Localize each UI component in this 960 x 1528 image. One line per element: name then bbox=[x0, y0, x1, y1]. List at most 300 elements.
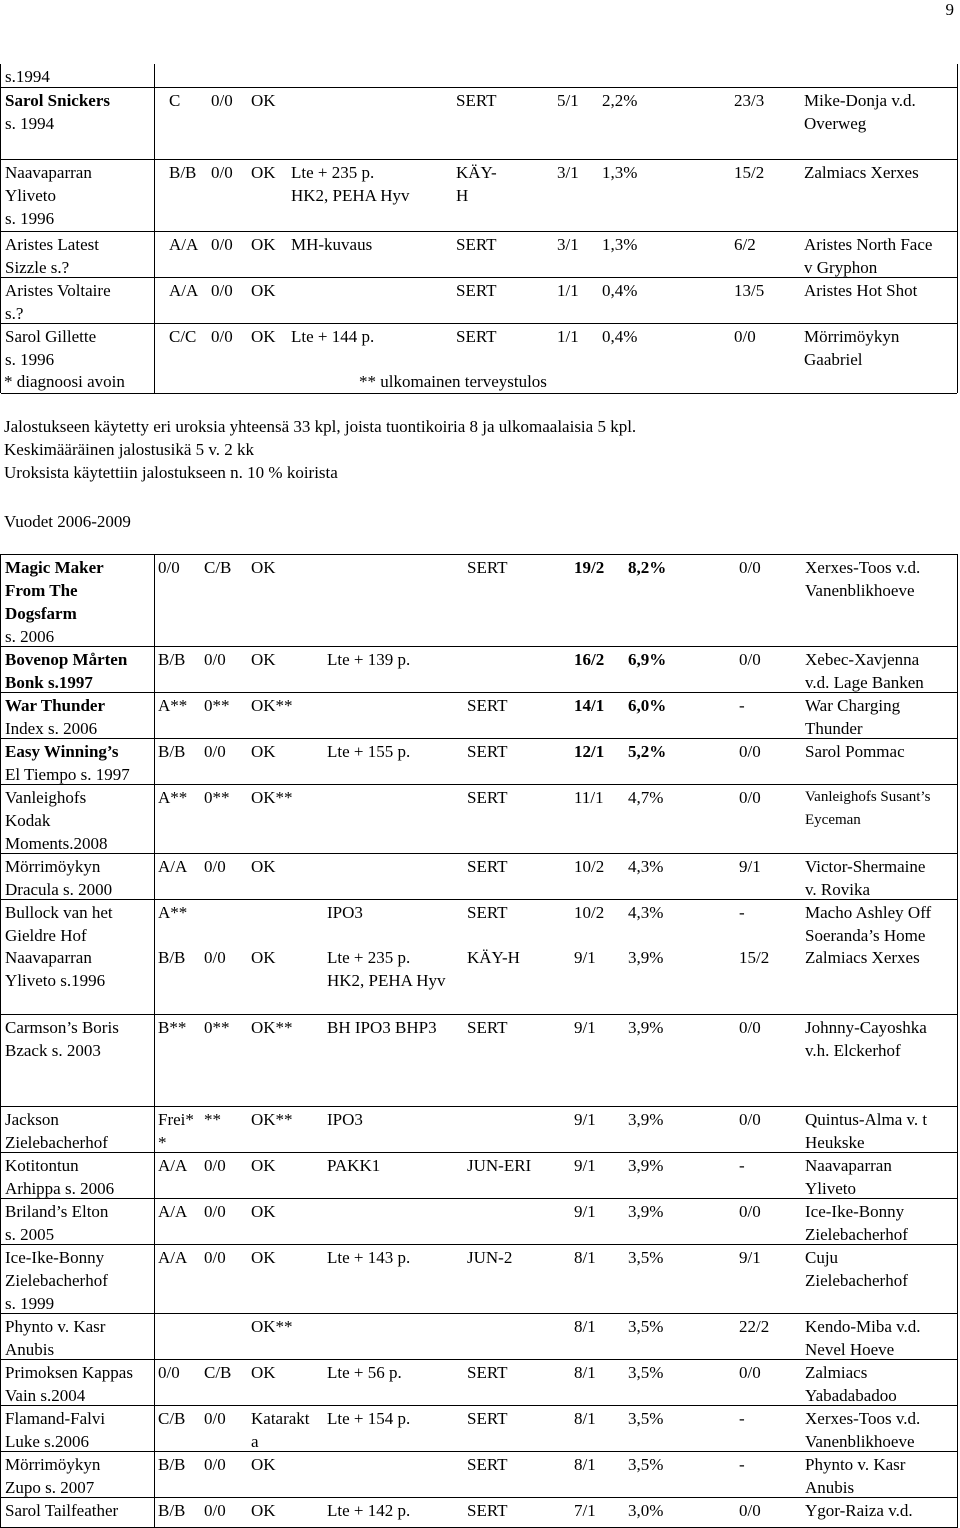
table-cell bbox=[456, 279, 497, 302]
dog-name bbox=[5, 855, 112, 901]
table-cell bbox=[456, 233, 497, 256]
table-cell bbox=[251, 1499, 276, 1522]
table-cell bbox=[467, 855, 508, 878]
table-cell bbox=[628, 1200, 663, 1223]
line: Zalmiacs bbox=[805, 1363, 868, 1382]
line: Cuju bbox=[805, 1248, 839, 1267]
table-cell bbox=[327, 1407, 410, 1430]
table-cell bbox=[467, 1016, 508, 1039]
table-cell bbox=[467, 786, 508, 809]
line: OK bbox=[251, 1455, 276, 1474]
table-cell bbox=[204, 1453, 226, 1476]
line: 9/1 bbox=[574, 948, 596, 967]
line: 9/1 bbox=[574, 1202, 596, 1221]
table-cell bbox=[467, 740, 508, 763]
line: Bovenop Mårten bbox=[5, 650, 128, 669]
table-cell bbox=[251, 325, 276, 348]
table-cell bbox=[739, 1407, 745, 1430]
dog-name-cell bbox=[1, 647, 155, 692]
table-row bbox=[1, 853, 957, 899]
table-cell bbox=[739, 901, 745, 924]
line: SERT bbox=[467, 903, 508, 922]
table-cell bbox=[739, 786, 761, 809]
line: Soeranda’s Home bbox=[805, 926, 926, 945]
table-cell bbox=[467, 1407, 508, 1430]
table-cell bbox=[251, 1016, 293, 1039]
summary-line: Uroksista käytettiin jalostukseen n. 10 % koirista bbox=[4, 463, 338, 482]
line: Zalmiacs Xerxes bbox=[805, 948, 920, 967]
line: A/A bbox=[158, 1248, 188, 1267]
table-cell bbox=[628, 1016, 663, 1039]
dog-name bbox=[5, 325, 96, 371]
line: 3/1 bbox=[557, 235, 579, 254]
table-row bbox=[1, 159, 957, 231]
table-cell bbox=[158, 786, 187, 809]
table-cell bbox=[169, 233, 198, 256]
table-cell bbox=[739, 556, 761, 579]
line: Kodak bbox=[5, 811, 51, 830]
line: Sarol Pommac bbox=[805, 742, 905, 761]
line: OK bbox=[251, 558, 276, 577]
dog-name-cell bbox=[1, 232, 155, 277]
line: Frei* bbox=[158, 1110, 194, 1129]
table-row bbox=[1, 1451, 957, 1497]
table-cell bbox=[467, 556, 508, 579]
table-cell bbox=[557, 161, 579, 184]
table-cell bbox=[158, 694, 187, 717]
line: 12/1 bbox=[574, 742, 605, 761]
line: B/B bbox=[158, 1455, 186, 1474]
table-cell bbox=[804, 233, 932, 279]
table-cell bbox=[739, 1315, 769, 1338]
table-row bbox=[1, 554, 957, 646]
dog-name-cell bbox=[1, 1406, 155, 1451]
line: SERT bbox=[467, 1409, 508, 1428]
line: ** bbox=[204, 1110, 221, 1129]
dog-name bbox=[5, 279, 111, 325]
line: SERT bbox=[467, 742, 508, 761]
table-cell bbox=[628, 740, 666, 763]
line: 10/2 bbox=[574, 857, 605, 876]
table-cell bbox=[251, 1315, 293, 1338]
dog-name bbox=[5, 786, 107, 855]
table-cell bbox=[251, 1246, 276, 1269]
line: 1,3% bbox=[602, 163, 638, 182]
line: 0/0 bbox=[739, 788, 761, 807]
line: 0/0 bbox=[739, 1202, 761, 1221]
line: Naavaparran bbox=[805, 1156, 892, 1175]
table-cell bbox=[557, 279, 579, 302]
table-cell bbox=[251, 161, 276, 184]
table-cell bbox=[158, 946, 185, 969]
line: Zielebacherhof bbox=[5, 1271, 108, 1290]
dog-name bbox=[5, 1499, 118, 1522]
table-cell bbox=[327, 1499, 410, 1522]
line: B** bbox=[158, 1018, 187, 1037]
line: OK** bbox=[251, 696, 293, 715]
table-cell bbox=[204, 946, 226, 969]
table-cell bbox=[158, 901, 187, 924]
line: 8/1 bbox=[574, 1248, 596, 1267]
table-cell bbox=[804, 161, 919, 184]
line: SERT bbox=[456, 91, 497, 110]
line: SERT bbox=[467, 1363, 508, 1382]
line: Lte + 235 p. bbox=[291, 163, 375, 182]
dog-name-cell bbox=[1, 1452, 155, 1497]
line: OK** bbox=[251, 1018, 293, 1037]
line: Yliveto bbox=[805, 1179, 856, 1198]
line: Flamand-Falvi bbox=[5, 1409, 106, 1428]
line: s. 2005 bbox=[5, 1225, 55, 1244]
table-cell bbox=[805, 1108, 927, 1154]
line: OK bbox=[251, 948, 276, 967]
dog-name bbox=[5, 1016, 119, 1062]
line: OK bbox=[251, 281, 276, 300]
line: SERT bbox=[467, 1018, 508, 1037]
line: Luke s.2006 bbox=[5, 1432, 90, 1451]
line: 3,9% bbox=[628, 1110, 664, 1129]
line: 3,5% bbox=[628, 1409, 664, 1428]
table-cell bbox=[805, 786, 930, 832]
line: 4,3% bbox=[628, 903, 664, 922]
table-cell bbox=[628, 1315, 663, 1338]
line: 22/2 bbox=[739, 1317, 770, 1336]
table-cell bbox=[739, 740, 761, 763]
line: - bbox=[739, 1156, 745, 1175]
line: 0** bbox=[204, 788, 230, 807]
line: 3,9% bbox=[628, 1018, 664, 1037]
table-cell bbox=[204, 1200, 226, 1223]
line: Vanleighofs Susant’s bbox=[805, 789, 931, 805]
table-cell bbox=[805, 1407, 920, 1453]
table-cell bbox=[204, 1361, 231, 1384]
line: 0/0 bbox=[204, 1455, 226, 1474]
dog-name-cell bbox=[1, 900, 155, 945]
line: Sarol Gillette bbox=[5, 327, 97, 346]
line: Naavaparran bbox=[5, 948, 92, 967]
line: OK bbox=[251, 1202, 276, 1221]
table-cell bbox=[574, 1315, 596, 1338]
table-cell bbox=[739, 1453, 745, 1476]
line: Zupo s. 2007 bbox=[5, 1478, 95, 1497]
table-cell bbox=[739, 1361, 761, 1384]
table-cell bbox=[574, 694, 604, 717]
dog-name-cell bbox=[1, 1360, 155, 1405]
table-cell bbox=[158, 855, 187, 878]
table-cell bbox=[602, 325, 637, 348]
table-cell bbox=[628, 946, 663, 969]
table-row bbox=[1, 1106, 957, 1152]
dog-name bbox=[5, 946, 105, 992]
dog-name-cell bbox=[1, 854, 155, 899]
line: A/A bbox=[158, 1202, 188, 1221]
line: Gaabriel bbox=[804, 350, 863, 369]
table-cell bbox=[204, 786, 230, 809]
line: OK bbox=[251, 91, 276, 110]
table-cell bbox=[169, 325, 196, 348]
line: Victor-Shermaine bbox=[805, 857, 926, 876]
line: 0/0 bbox=[204, 742, 226, 761]
line: JUN-2 bbox=[467, 1248, 513, 1267]
line: Sarol Tailfeather bbox=[5, 1501, 119, 1520]
line: SERT bbox=[456, 281, 497, 300]
table-row bbox=[1, 1152, 957, 1198]
table-cell bbox=[574, 901, 604, 924]
table-cell bbox=[574, 1361, 596, 1384]
table-cell bbox=[158, 648, 185, 671]
table-cell bbox=[211, 325, 233, 348]
line: C/B bbox=[204, 558, 232, 577]
line: Moments.2008 bbox=[5, 834, 108, 853]
line: Mörrimöykyn bbox=[5, 857, 101, 876]
line: Briland’s Elton bbox=[5, 1202, 109, 1221]
table-cell bbox=[467, 946, 520, 969]
table-cell bbox=[804, 325, 899, 371]
dog-name bbox=[5, 1315, 105, 1361]
table-cell bbox=[602, 233, 637, 256]
dog-name bbox=[5, 1200, 108, 1246]
table-cell bbox=[805, 946, 920, 969]
line: SERT bbox=[456, 327, 497, 346]
table-cell bbox=[251, 855, 276, 878]
line: v Gryphon bbox=[804, 258, 878, 277]
dog-name bbox=[5, 648, 127, 694]
table-cell bbox=[602, 161, 637, 184]
table-cell bbox=[251, 1407, 310, 1453]
line: * bbox=[158, 1133, 167, 1152]
table-cell bbox=[734, 233, 756, 256]
line: v.d. Lage Banken bbox=[805, 673, 924, 692]
table-cell bbox=[204, 648, 226, 671]
table-cell bbox=[251, 946, 276, 969]
line: 0/0 bbox=[158, 1363, 180, 1382]
table-cell bbox=[204, 1499, 226, 1522]
table-cell bbox=[251, 1453, 276, 1476]
table-cell bbox=[805, 648, 924, 694]
table-cell bbox=[251, 556, 276, 579]
line: HK2, PEHA Hyv bbox=[291, 186, 410, 205]
line: Lte + 142 p. bbox=[327, 1501, 411, 1520]
line: A/A bbox=[158, 1156, 188, 1175]
line: 9/1 bbox=[739, 857, 761, 876]
table-cell bbox=[158, 1246, 187, 1269]
line: 0,4% bbox=[602, 281, 638, 300]
line: Thunder bbox=[805, 719, 863, 738]
table-cell bbox=[251, 89, 276, 112]
line: Eyceman bbox=[805, 812, 861, 828]
table-cell bbox=[628, 786, 663, 809]
line: 10/2 bbox=[574, 903, 605, 922]
line: Overweg bbox=[804, 114, 867, 133]
line: Ice-Ike-Bonny bbox=[5, 1248, 105, 1267]
line: 11/1 bbox=[574, 788, 604, 807]
table-cell bbox=[327, 1246, 410, 1269]
line: Sarol Snickers bbox=[5, 91, 111, 110]
line: Bzack s. 2003 bbox=[5, 1041, 101, 1060]
table-cell bbox=[557, 89, 579, 112]
table-cell bbox=[628, 648, 666, 671]
table-cell bbox=[327, 901, 363, 924]
table-cell bbox=[574, 786, 604, 809]
footnote-foreign: ** ulkomainen terveystulos bbox=[359, 372, 547, 391]
table-cell bbox=[805, 556, 920, 602]
line: OK bbox=[251, 857, 276, 876]
line: s. 1999 bbox=[5, 1294, 55, 1313]
line: SERT bbox=[467, 788, 508, 807]
table-cell bbox=[467, 901, 508, 924]
table-row bbox=[1, 692, 957, 738]
line: 3,5% bbox=[628, 1363, 664, 1382]
table-cell bbox=[291, 161, 410, 207]
table-cell bbox=[628, 1361, 663, 1384]
table-cell bbox=[574, 1453, 596, 1476]
table-cell bbox=[158, 740, 185, 763]
dog-name bbox=[5, 233, 99, 279]
line: Index s. 2006 bbox=[5, 719, 98, 738]
line: Zalmiacs Xerxes bbox=[804, 163, 919, 182]
table-cell bbox=[734, 89, 764, 112]
line: A/A bbox=[158, 857, 188, 876]
line: Xerxes-Toos v.d. bbox=[805, 1409, 921, 1428]
table-cell bbox=[602, 89, 637, 112]
table-cell bbox=[804, 89, 916, 135]
line: 0** bbox=[204, 1018, 230, 1037]
line: 8/1 bbox=[574, 1317, 596, 1336]
table-cell bbox=[739, 1154, 745, 1177]
table-cell bbox=[805, 1315, 921, 1361]
table-cell bbox=[734, 161, 764, 184]
table-cell bbox=[251, 233, 276, 256]
table-cell bbox=[628, 1154, 663, 1177]
line: Dogsfarm bbox=[5, 604, 77, 623]
table-cell bbox=[574, 648, 604, 671]
table-cell bbox=[574, 1200, 596, 1223]
table-cell bbox=[456, 161, 497, 207]
line: 9/1 bbox=[574, 1110, 596, 1129]
dog-name-cell bbox=[1, 693, 155, 738]
dog-name-cell bbox=[1, 88, 155, 159]
line: SERT bbox=[456, 235, 497, 254]
table-cell bbox=[805, 1361, 897, 1407]
line: 6,0% bbox=[628, 696, 667, 715]
line: 3,9% bbox=[628, 1202, 664, 1221]
line: 1/1 bbox=[557, 327, 579, 346]
line: C/C bbox=[169, 327, 197, 346]
line: s. 2006 bbox=[5, 627, 55, 646]
line: A** bbox=[158, 903, 188, 922]
line: War Thunder bbox=[5, 696, 105, 715]
line: 1/1 bbox=[557, 281, 579, 300]
table-cell bbox=[158, 1108, 194, 1154]
table-cell bbox=[739, 1499, 761, 1522]
dog-name bbox=[5, 694, 105, 740]
line: Primoksen Kappas bbox=[5, 1363, 133, 1382]
dog-name bbox=[5, 1453, 100, 1499]
line: Vain s.2004 bbox=[5, 1386, 86, 1405]
table-row bbox=[1, 64, 957, 87]
table-row bbox=[1, 646, 957, 692]
line: s.? bbox=[5, 304, 24, 323]
table-cell bbox=[467, 1246, 512, 1269]
line: HK2, PEHA Hyv bbox=[327, 971, 446, 990]
line: Yliveto s.1996 bbox=[5, 971, 106, 990]
table-cell bbox=[251, 740, 276, 763]
table-cell bbox=[574, 1154, 596, 1177]
table-row bbox=[1, 738, 957, 784]
table-cell bbox=[739, 1246, 761, 1269]
line: OK bbox=[251, 1248, 276, 1267]
table-cell bbox=[574, 1246, 596, 1269]
line: KÄY- bbox=[456, 163, 497, 182]
line: OK bbox=[251, 235, 276, 254]
dog-name bbox=[5, 1154, 114, 1200]
line: 1,3% bbox=[602, 235, 638, 254]
dog-name-cell bbox=[1, 945, 155, 1014]
line: 4,3% bbox=[628, 857, 664, 876]
line: B/B bbox=[158, 1501, 186, 1520]
line: 0/0 bbox=[734, 327, 756, 346]
line: Katarakt bbox=[251, 1409, 310, 1428]
line: Zielebacherhof bbox=[805, 1271, 908, 1290]
table-cell bbox=[739, 946, 769, 969]
line: Heukske bbox=[805, 1133, 865, 1152]
line: Phynto v. Kasr bbox=[805, 1455, 906, 1474]
line: Xerxes-Toos v.d. bbox=[805, 558, 921, 577]
line: Johnny-Cayoshka bbox=[805, 1018, 927, 1037]
line: Yliveto bbox=[5, 186, 56, 205]
dog-name bbox=[5, 1246, 108, 1315]
table-row bbox=[1, 1405, 957, 1451]
dog-name bbox=[5, 1407, 105, 1453]
line: - bbox=[739, 903, 745, 922]
line: OK bbox=[251, 327, 276, 346]
table-cell bbox=[805, 901, 931, 947]
line: Naavaparran bbox=[5, 163, 92, 182]
line: Ice-Ike-Bonny bbox=[805, 1202, 905, 1221]
line: 3,9% bbox=[628, 1156, 664, 1175]
line: 8/1 bbox=[574, 1455, 596, 1474]
line: - bbox=[739, 1455, 745, 1474]
line: 3/1 bbox=[557, 163, 579, 182]
line: 9/1 bbox=[574, 1018, 596, 1037]
line: Zielebacherhof bbox=[805, 1225, 908, 1244]
line: 3,5% bbox=[628, 1317, 664, 1336]
line: Lte + 155 p. bbox=[327, 742, 411, 761]
line: 13/5 bbox=[734, 281, 765, 300]
table-cell bbox=[557, 233, 579, 256]
table-cell bbox=[204, 1246, 226, 1269]
table-cell bbox=[805, 1499, 913, 1522]
line: 6/2 bbox=[734, 235, 756, 254]
line: 0/0 bbox=[739, 1110, 761, 1129]
table-cell bbox=[251, 1361, 276, 1384]
table-cell bbox=[327, 1108, 363, 1131]
table-cell bbox=[211, 161, 233, 184]
line: 0/0 bbox=[739, 1018, 761, 1037]
table-cell bbox=[158, 1016, 186, 1039]
breeding-table-top bbox=[0, 64, 958, 393]
line: OK bbox=[251, 163, 276, 182]
line: 0/0 bbox=[739, 558, 761, 577]
line: Aristes North Face bbox=[804, 235, 933, 254]
dog-name bbox=[5, 556, 104, 648]
dog-name-cell bbox=[1, 1107, 155, 1152]
line: Zielebacherhof bbox=[5, 1133, 108, 1152]
line: Mörrimöykyn bbox=[804, 327, 900, 346]
line: KÄY-H bbox=[467, 948, 520, 967]
table-cell bbox=[327, 1016, 437, 1039]
line: 0/0 bbox=[204, 650, 226, 669]
